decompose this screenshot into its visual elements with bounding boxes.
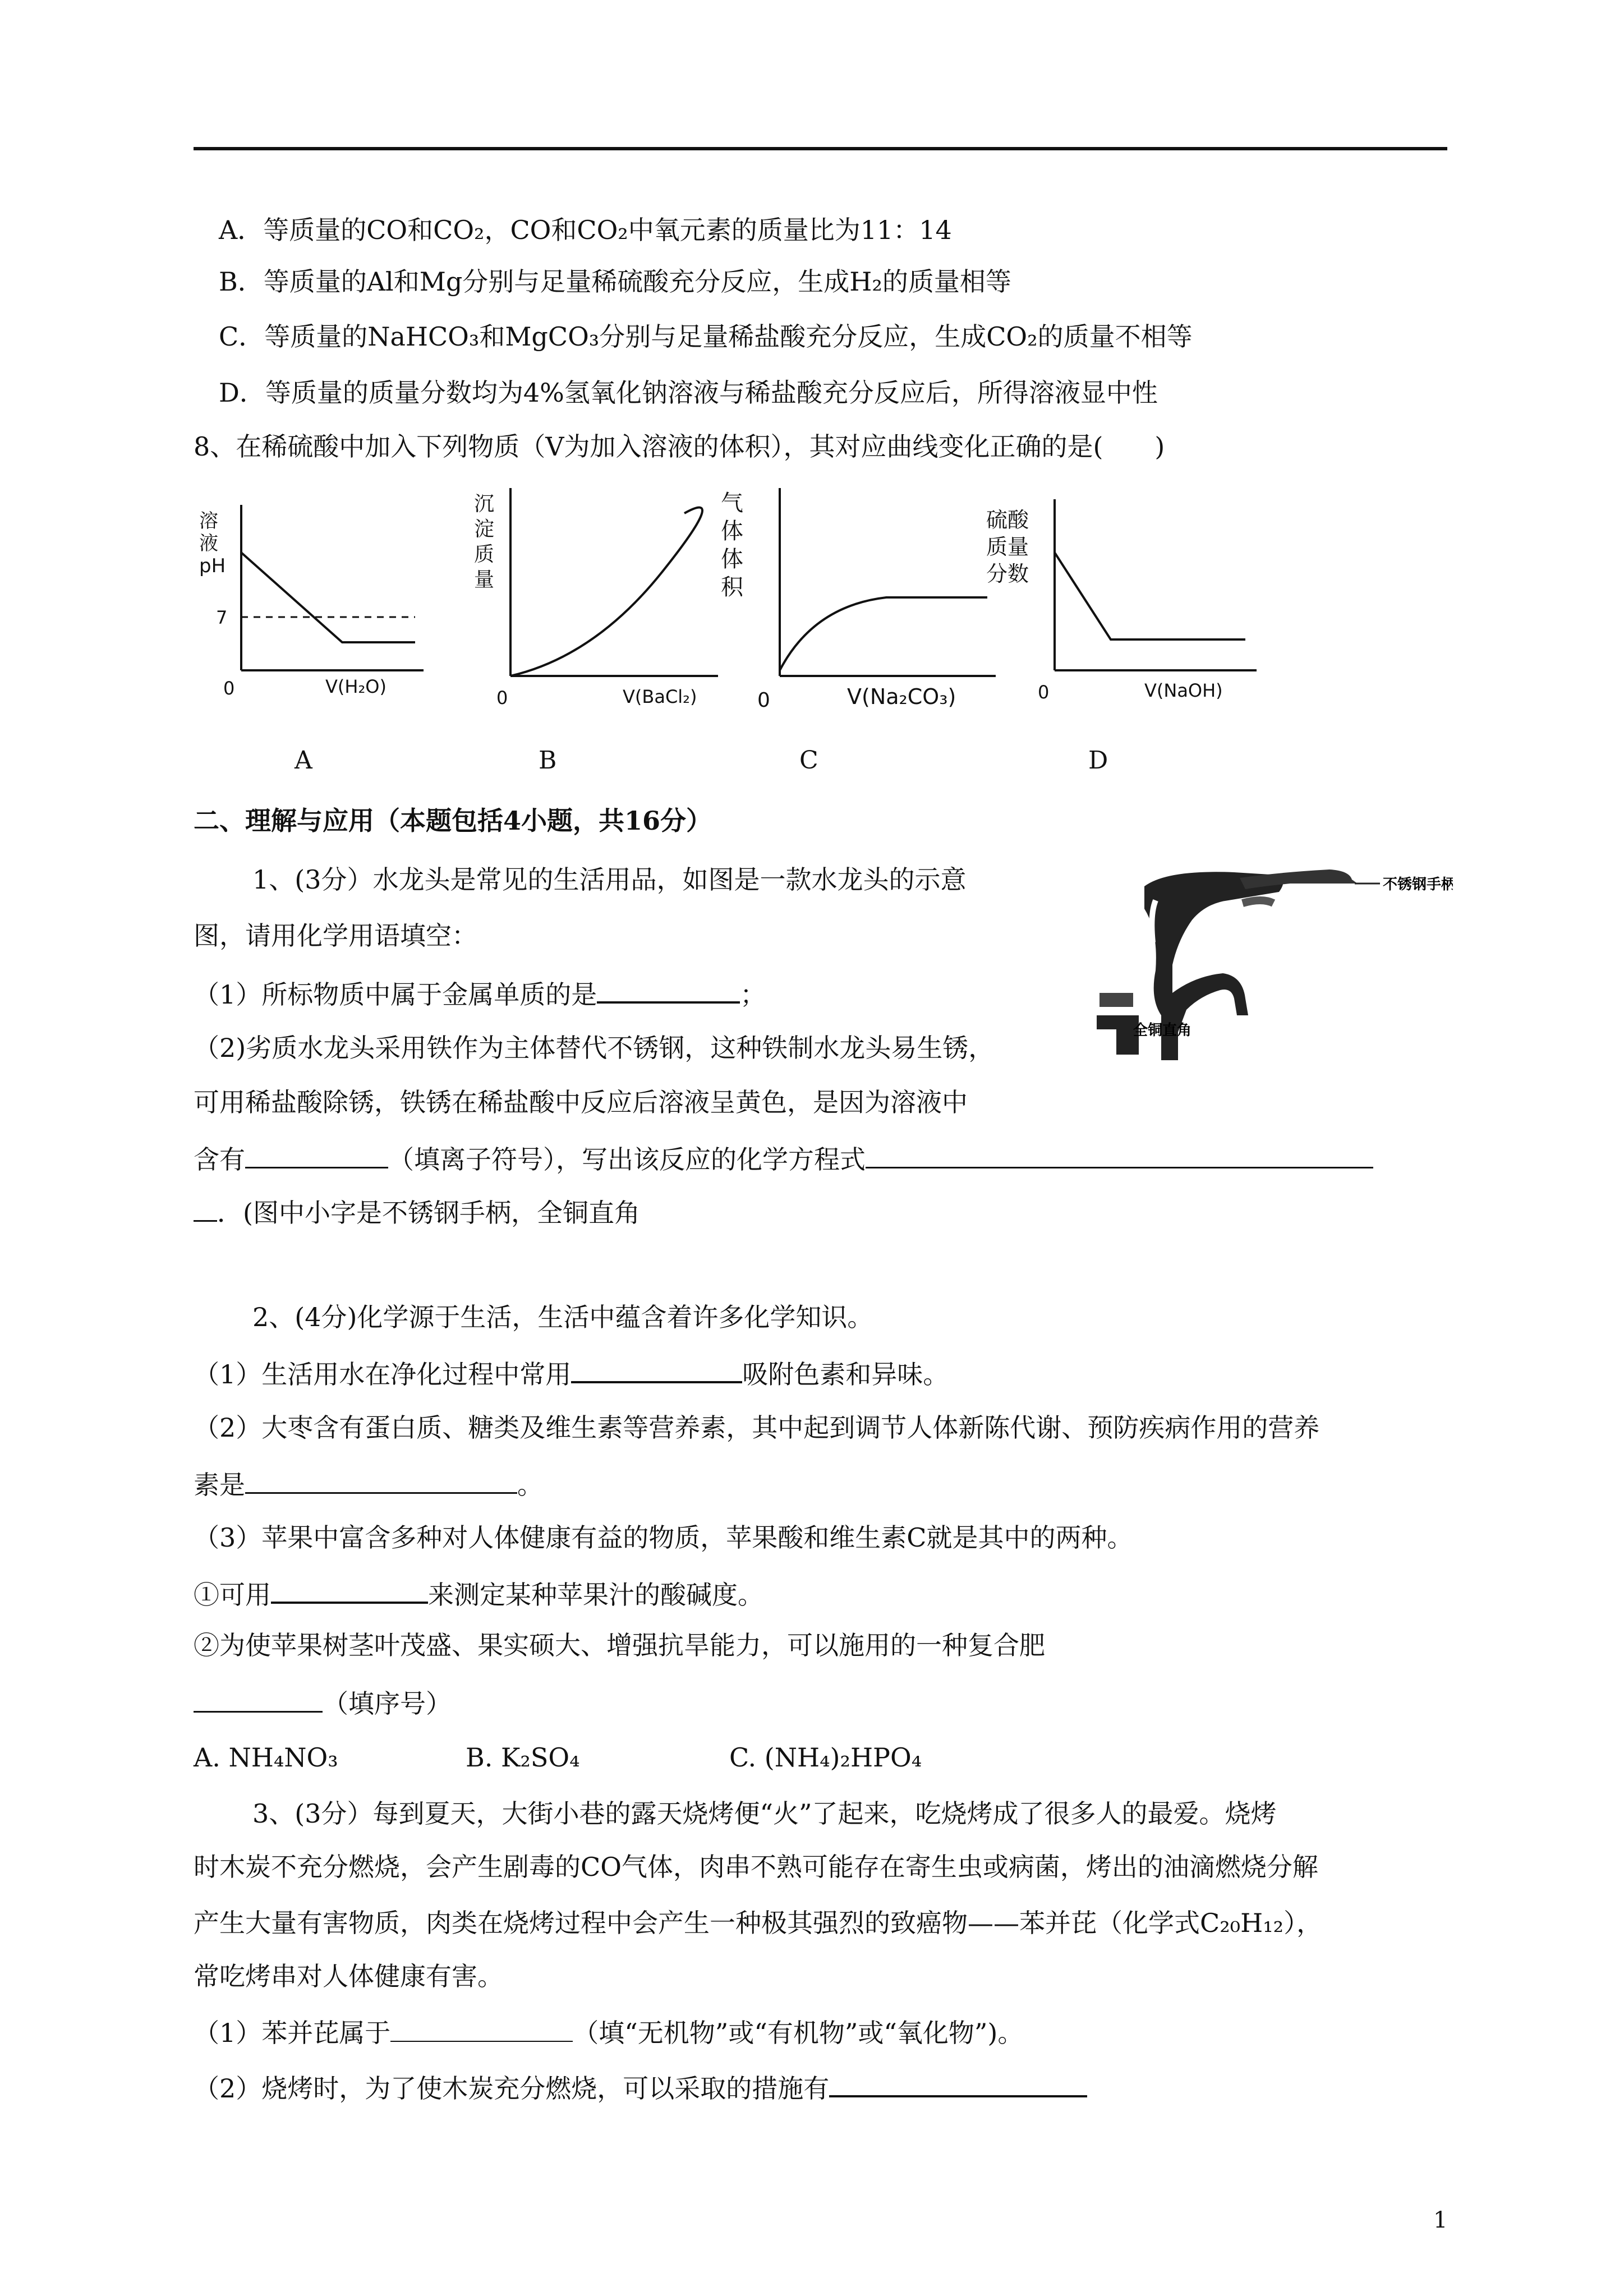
graph-c-origin: 0: [757, 689, 770, 712]
p1-equation-blank[interactable]: [866, 1144, 1373, 1168]
graph-b-xlabel: V(BaCl₂): [623, 686, 697, 707]
section-2-heading: 二、理解与应用（本题包括4小题，共16分）: [194, 806, 712, 836]
q7-option-b: B．等质量的Al和Mg分别与足量稀硫酸充分反应，生成H₂的质量相等: [219, 266, 1011, 297]
p3-line-1: 3、(3分）每到夏天，大街小巷的露天烧烤便“火”了起来，吃烧烤成了很多人的最爱。烧烤: [252, 1798, 1277, 1829]
graph-d-origin: 0: [1038, 682, 1050, 703]
graph-b-ylabel-4: 量: [474, 568, 495, 591]
faucet-label-body: 全铜直角: [1133, 1022, 1192, 1039]
p2-line-3: （2）大枣含有蛋白质、糖类及维生素等营养素，其中起到调节人体新陈代谢、预防疾病作用的营养: [194, 1412, 1320, 1443]
p2-q3-text-b: 来测定某种苹果汁的酸碱度。: [428, 1580, 763, 1610]
p2-q2-blank[interactable]: [245, 1470, 517, 1494]
p3-line-3: 产生大量有害物质，肉类在烧烤过程中会产生一种极其强烈的致癌物——苯并芘（化学式C₂₀H₁₂），: [194, 1908, 1323, 1938]
p1-q1-blank[interactable]: [597, 979, 740, 1004]
q8-graphs: [191, 482, 1268, 718]
q8-stem: 8、在稀硫酸中加入下列物质（V为加入溶液的体积），其对应曲线变化正确的是( ): [194, 431, 1165, 462]
graph-c-ylabel-4: 积: [721, 574, 743, 600]
graph-b-origin: 0: [496, 687, 508, 708]
p2-q1-blank[interactable]: [571, 1359, 742, 1383]
p1-line-6: [194, 1144, 1373, 1175]
p2-option-b: B. K₂SO₄: [466, 1742, 580, 1773]
p3-q1-blank[interactable]: [390, 2018, 573, 2042]
p1-ion-blank[interactable]: [245, 1144, 388, 1168]
graph-d-ylabel-1: 硫酸: [986, 508, 1029, 532]
faucet-image: [1094, 847, 1453, 1083]
graph-c-ylabel-2: 体: [721, 518, 743, 544]
p2-line-6: [194, 1579, 763, 1608]
p3-q1-text-b: （填“无机物”或“有机物”或“氧化物”)。: [573, 2018, 1024, 2048]
graph-c-xlabel: V(Na₂CO₃): [847, 684, 956, 709]
p1-q2-text-b: （填离子符号），写出该反应的化学方程式: [388, 1144, 866, 1175]
q7-option-c: C．等质量的NaHCO₃和MgCO₃分别与足量稀盐酸充分反应，生成CO₂的质量不相等: [219, 321, 1193, 352]
q7-option-a: A．等质量的CO和CO₂，CO和CO₂中氧元素的质量比为11：14: [219, 215, 952, 245]
p2-q1-text-b: 吸附色素和异味。: [742, 1359, 949, 1389]
p1-line-4: （2)劣质水龙头采用铁作为主体替代不锈钢，这种铁制水龙头易生锈，: [194, 1033, 995, 1063]
p2-option-c: C. (NH₄)₂HPO₄: [729, 1742, 922, 1773]
p2-q2-text-a: 素是: [194, 1470, 245, 1500]
p1-note: ．(图中小字是不锈钢手柄，全铜直角: [217, 1198, 640, 1228]
p2-line-8: [194, 1688, 452, 1717]
p1-line-3: [194, 979, 766, 1010]
graph-a: [199, 505, 424, 699]
graph-d-xlabel: V(NaOH): [1144, 680, 1223, 701]
p3-q2-blank[interactable]: [829, 2073, 1087, 2097]
graph-c: [721, 488, 996, 712]
p2-q3-text-a: ①可用: [194, 1580, 271, 1610]
q7-option-d: D．等质量的质量分数均为4%氢氧化钠溶液与稀盐酸充分反应后，所得溶液显中性: [219, 378, 1158, 408]
p3-line-2: 时木炭不充分燃烧，会产生剧毒的CO气体，肉串不熟可能存在寄生虫或病菌，烤出的油滴燃烧分解: [194, 1852, 1318, 1882]
p3-line-4: 常吃烤串对人体健康有害。: [194, 1961, 503, 1991]
p1-q1-text: （1）所标物质中属于金属单质的是: [194, 979, 597, 1010]
graph-a-xlabel: V(H₂O): [325, 676, 387, 697]
graph-d: [986, 499, 1257, 703]
graph-a-tick-7: 7: [216, 607, 228, 628]
graph-d-ylabel-3: 分数: [986, 562, 1029, 586]
graph-d-option-label: D: [1088, 746, 1108, 775]
graph-b-ylabel-1: 沉: [474, 493, 495, 516]
p1-line-2: 图，请用化学用语填空：: [194, 921, 477, 951]
graph-a-origin: 0: [223, 678, 235, 699]
graph-b-option-label: B: [539, 746, 557, 775]
graph-d-ylabel-2: 质量: [986, 535, 1029, 559]
graph-a-ylabel-1: 溶: [199, 510, 218, 532]
page-number: 1: [1433, 2207, 1448, 2233]
p2-line-5: （3）苹果中富含多种对人体健康有益的物质，苹果酸和维生素C就是其中的两种。: [194, 1522, 1133, 1553]
p2-q2-text-b: 。: [517, 1470, 543, 1500]
p2-line-7: ②为使苹果树茎叶茂盛、果实硕大、增强抗旱能力，可以施用的一种复合肥: [194, 1630, 1045, 1660]
p1-q1-end: ；: [740, 979, 766, 1010]
graph-b: [474, 488, 718, 708]
p2-line-4: [194, 1470, 543, 1498]
graph-a-option-label: A: [295, 746, 312, 775]
p3-line-5: [194, 2018, 1023, 2046]
faucet-label-handle: 不锈钢手柄: [1383, 876, 1453, 893]
p1-line-1: 1、(3分）水龙头是常见的生活用品，如图是一款水龙头的示意: [252, 864, 967, 895]
p3-line-6: [194, 2073, 1087, 2104]
graph-a-ylabel-3: pH: [199, 555, 226, 577]
p2-q4-blank[interactable]: [194, 1688, 323, 1713]
header-rule: [194, 147, 1447, 150]
p2-q1-text-a: （1）生活用水在净化过程中常用: [194, 1359, 572, 1389]
p2-q4-text: （填序号）: [323, 1688, 452, 1719]
graph-c-ylabel-3: 体: [721, 546, 743, 572]
p3-q2-text: （2）烧烤时，为了使木炭充分燃烧，可以采取的措施有: [194, 2073, 830, 2104]
graph-c-ylabel-1: 气: [721, 490, 743, 516]
graph-b-ylabel-3: 质: [474, 543, 495, 566]
p2-line-2: [194, 1359, 949, 1387]
p2-line-1: 2、(4分)化学源于生活，生活中蕴含着许多化学知识。: [252, 1302, 873, 1332]
graph-a-ylabel-2: 液: [199, 532, 218, 555]
graph-c-option-label: C: [799, 746, 818, 775]
p2-option-a: A. NH₄NO₃: [194, 1742, 338, 1773]
p1-equation-blank-cont[interactable]: [194, 1198, 217, 1222]
p3-q1-text-a: （1）苯并芘属于: [194, 2018, 391, 2048]
p1-q2-text-a: 含有: [194, 1144, 245, 1175]
p1-line-7: [194, 1198, 640, 1226]
p2-q3-blank[interactable]: [271, 1579, 428, 1604]
graph-b-ylabel-2: 淀: [474, 518, 495, 541]
p1-line-5: 可用稀盐酸除锈，铁锈在稀盐酸中反应后溶液呈黄色，是因为溶液中: [194, 1087, 968, 1117]
